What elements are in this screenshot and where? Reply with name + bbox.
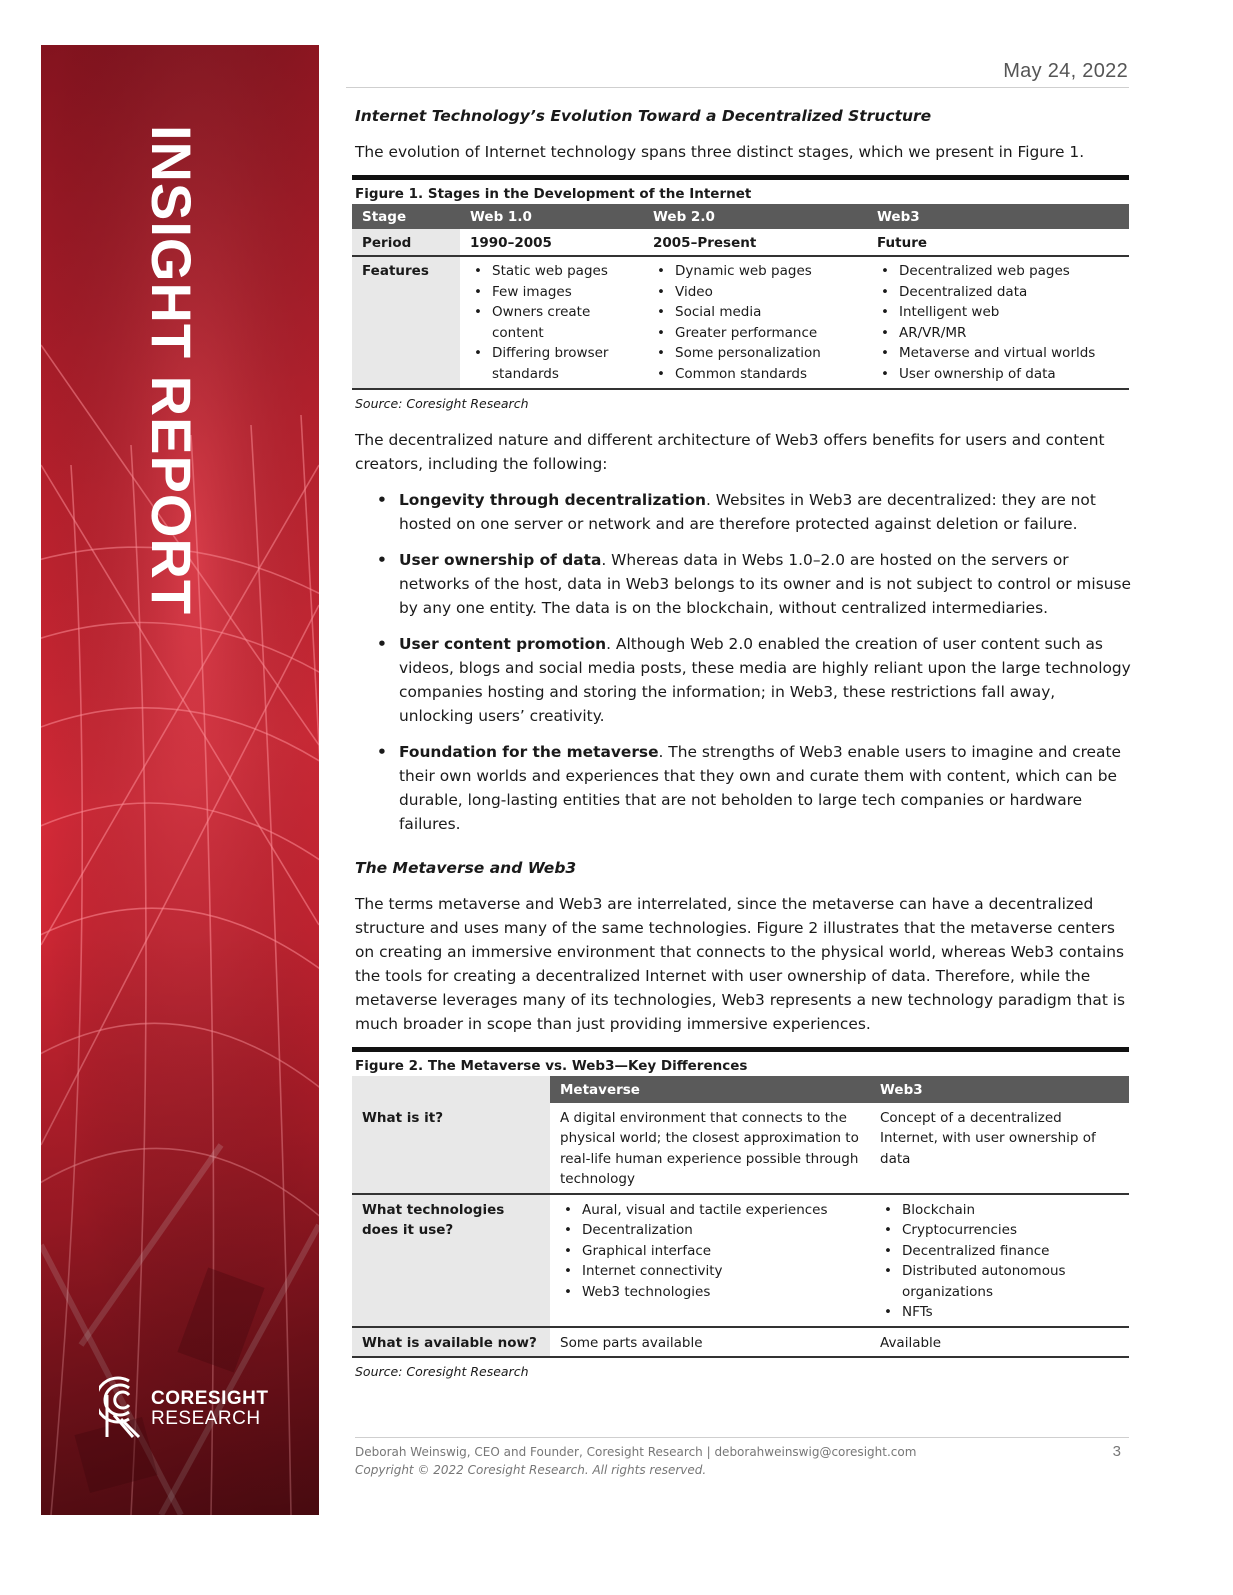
- page-footer: [355, 1443, 916, 1479]
- list-item: • Web3 technologies: [560, 1282, 860, 1303]
- table-cell: Future: [867, 229, 1129, 257]
- figure-2: [352, 1047, 1129, 1358]
- table-row-features: [352, 256, 1129, 389]
- list-item: • Decentralization: [560, 1220, 860, 1241]
- column-header: Web 1.0: [460, 204, 643, 229]
- page-number: 3: [1112, 1443, 1121, 1460]
- list-item: [355, 740, 1131, 836]
- footer-author-line: Deborah Weinswig, CEO and Founder, Coresight Research | deborahweinswig@coresight.com: [355, 1445, 917, 1459]
- figure-2-table: [352, 1076, 1129, 1358]
- list-item: • Some personalization: [653, 343, 859, 364]
- table-cell: [643, 256, 867, 389]
- cover-sidebar: [41, 45, 319, 1515]
- list-item: • Dynamic web pages: [653, 261, 859, 282]
- list-item: • Cryptocurrencies: [880, 1220, 1119, 1241]
- figure-1-table: [352, 204, 1129, 390]
- report-date: May 24, 2022: [1003, 60, 1128, 82]
- table-header-row: [352, 204, 1129, 229]
- metaverse-tech-list: [560, 1200, 860, 1303]
- benefits-intro: The decentralized nature and different architecture of Web3 offers benefits for users and content creators, including the following:: [355, 431, 1105, 473]
- footer-divider: [355, 1437, 1129, 1438]
- web3-tech-list: [880, 1200, 1119, 1323]
- table-row-what: [352, 1103, 1129, 1194]
- list-item: [355, 548, 1131, 620]
- table-cell: 2005–Present: [643, 229, 867, 257]
- header-divider: [346, 87, 1129, 88]
- list-item: • Decentralized web pages: [877, 261, 1121, 282]
- table-header-row: [352, 1076, 1129, 1103]
- list-item: • Social media: [653, 302, 859, 323]
- row-label: Period: [352, 229, 460, 257]
- column-header: Web 2.0: [643, 204, 867, 229]
- feature-list-web2: [653, 261, 859, 384]
- figure-1-title: Figure 1. Stages in the Development of the Internet: [355, 186, 752, 202]
- list-item: • Video: [653, 282, 859, 303]
- benefits-list: [355, 488, 1131, 836]
- benefit-title: Longevity through decentralization: [399, 491, 706, 509]
- row-label: What is it?: [352, 1103, 550, 1194]
- list-item: • Common standards: [653, 364, 859, 385]
- table-row-period: [352, 229, 1129, 257]
- table-cell: Some parts available: [550, 1327, 870, 1358]
- list-item: • Aural, visual and tactile experiences: [560, 1200, 860, 1221]
- table-cell: Concept of a decentralized Internet, with user ownership of data: [870, 1103, 1129, 1194]
- list-item: • NFTs: [880, 1302, 1119, 1323]
- list-item: • Static web pages: [470, 261, 635, 282]
- coresight-logo-icon: [99, 1375, 147, 1441]
- section-heading-evolution: Internet Technology’s Evolution Toward a Decentralized Structure: [355, 107, 932, 125]
- list-item: • Decentralized finance: [880, 1241, 1119, 1262]
- list-item: • Decentralized data: [877, 282, 1121, 303]
- benefit-text: . Although Web 2.0 enabled the creation of user content such as videos, blogs and social media posts, these media are highly reliant upon the large technology companies hosting and storing the information; in Web3, these restrictions fall away, unlocking users’ creativity.: [399, 635, 1131, 725]
- metaverse-body: The terms metaverse and Web3 are interrelated, since the metaverse can have a decentralized structure and uses many of the same technologies. Figure 2 illustrates that the metaverse centers on creating an immersive environment that connects to the physical world, whereas Web3 contains the tools for creating a decentralized Internet with user ownership of data. Therefore, while the metaverse leverages many of its technologies, Web3 represents a new technology paradigm that is much broader in scope than just providing immersive experiences.: [355, 895, 1126, 1033]
- column-header: Web3: [870, 1076, 1129, 1103]
- column-header: Stage: [352, 204, 460, 229]
- list-item: [355, 488, 1131, 536]
- list-item: • Intelligent web: [877, 302, 1121, 323]
- list-item: • AR/VR/MR: [877, 323, 1121, 344]
- list-item: • Greater performance: [653, 323, 859, 344]
- benefit-text: . The strengths of Web3 enable users to imagine and create their own worlds and experiences that they own and curate them with content, which can be durable, long-lasting entities that are not beholden to large tech companies or hardware failures.: [399, 743, 1121, 833]
- list-item: • Graphical interface: [560, 1241, 860, 1262]
- column-header: [352, 1076, 550, 1103]
- list-item: • Few images: [470, 282, 635, 303]
- benefit-title: User content promotion: [399, 635, 607, 653]
- benefit-title: Foundation for the metaverse: [399, 743, 659, 761]
- section-heading-metaverse: The Metaverse and Web3: [355, 859, 577, 877]
- footer-copyright: Copyright © 2022 Coresight Research. All rights reserved.: [355, 1463, 707, 1477]
- coresight-logo: [99, 1375, 268, 1441]
- list-item: • Metaverse and virtual worlds: [877, 343, 1121, 364]
- table-cell: [460, 256, 643, 389]
- brand-subtitle: RESEARCH: [151, 1407, 261, 1429]
- table-row-technologies: [352, 1194, 1129, 1327]
- list-item: • Distributed autonomous organizations: [880, 1261, 1119, 1302]
- report-type-label: INSIGHT REPORT: [140, 125, 203, 616]
- figure-1: [352, 175, 1129, 390]
- evolution-intro: The evolution of Internet technology spans three distinct stages, which we present in Figure 1.: [355, 143, 1085, 161]
- benefit-text: . Whereas data in Webs 1.0–2.0 are hosted on the servers or networks of the host, data in Web3 belongs to its owner and is not subject to control or misuse by any one entity. The data is on the blockchain, without centralized intermediaries.: [399, 551, 1131, 617]
- brand-name: CORESIGHT: [151, 1387, 269, 1409]
- table-cell: [550, 1194, 870, 1327]
- main-content: [355, 104, 1131, 1396]
- list-item: • User ownership of data: [877, 364, 1121, 385]
- table-cell: [870, 1194, 1129, 1327]
- column-header: Metaverse: [550, 1076, 870, 1103]
- list-item: [355, 632, 1131, 728]
- feature-list-web1: [470, 261, 635, 384]
- feature-list-web3: [877, 261, 1121, 384]
- row-label: What is available now?: [352, 1327, 550, 1358]
- table-cell: 1990–2005: [460, 229, 643, 257]
- row-label: Features: [352, 256, 460, 389]
- benefit-title: User ownership of data: [399, 551, 602, 569]
- table-cell: A digital environment that connects to the physical world; the closest approximation to real-life human experience possible through technology: [550, 1103, 870, 1194]
- figure-2-source: Source: Coresight Research: [355, 1364, 529, 1379]
- column-header: Web3: [867, 204, 1129, 229]
- table-row-availability: [352, 1327, 1129, 1358]
- benefit-text: . Websites in Web3 are decentralized: they are not hosted on one server or network and are therefore protected against deletion or failure.: [399, 491, 1096, 533]
- list-item: • Internet connectivity: [560, 1261, 860, 1282]
- row-label: What technologies does it use?: [352, 1194, 550, 1327]
- figure-1-source: Source: Coresight Research: [355, 396, 529, 411]
- list-item: • Owners create content: [470, 302, 635, 343]
- table-cell: [867, 256, 1129, 389]
- list-item: • Blockchain: [880, 1200, 1119, 1221]
- figure-2-title: Figure 2. The Metaverse vs. Web3—Key Differences: [355, 1058, 748, 1074]
- table-cell: Available: [870, 1327, 1129, 1358]
- list-item: • Differing browser standards: [470, 343, 635, 384]
